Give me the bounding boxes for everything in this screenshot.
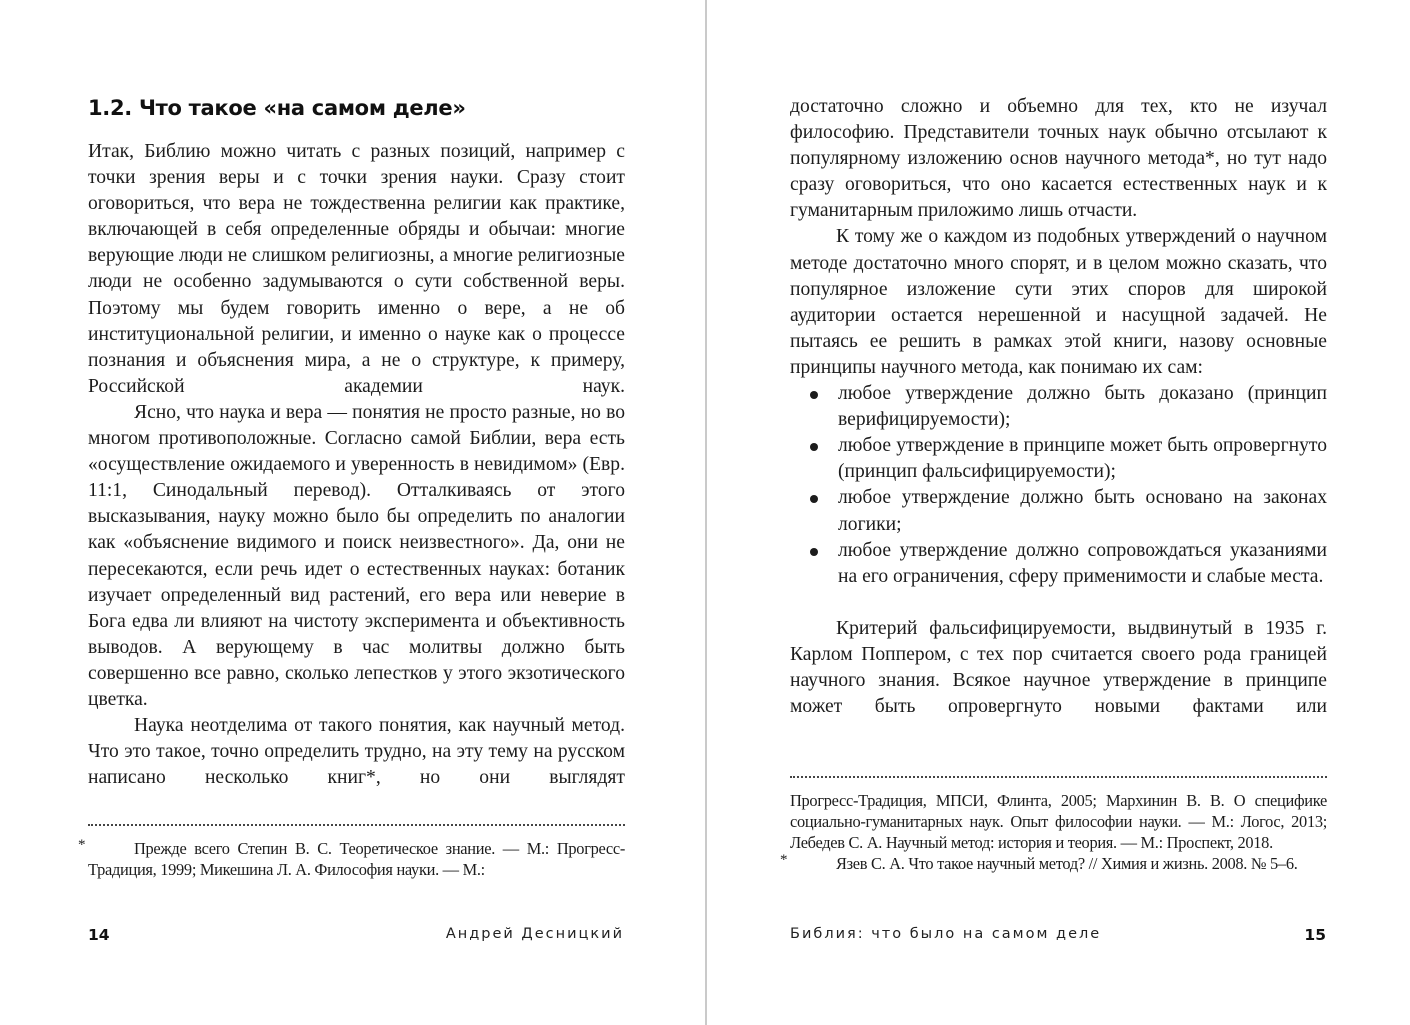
footnote-separator xyxy=(88,824,625,826)
left-body-text xyxy=(88,139,625,791)
left-footnotes xyxy=(78,837,625,880)
page-number: 15 xyxy=(1304,926,1326,944)
right-footnotes xyxy=(780,790,1327,874)
running-head-author: Андрей Десницкий xyxy=(445,926,624,942)
footnote-separator xyxy=(790,776,1327,778)
bullet-icon xyxy=(810,495,818,503)
paragraph: Итак, Библию можно читать с разных позиций, например с точки зрения веры и с точки зрения науки. Сразу стоит оговориться, что вера не тождественна религии как практике, включающей в себя определенные обряды и обычаи: многие верующие люди не слишком религиозны, а многие религиозные люди не особенно задумываются о сути собственной веры. Поэтому мы будем говорить именно о вере, а не об институциональной религии, и именно о науке как о процессе познания и объяснения мира, а не о структуре, к примеру, Российской академии наук. xyxy=(88,141,625,397)
list-item-text: любое утверждение должно сопровождаться указаниями на его ограничения, сферу применимости и слабые места. xyxy=(838,539,1327,587)
section-heading: 1.2. Что такое «на самом деле» xyxy=(88,96,466,120)
book-gutter xyxy=(705,0,707,1025)
list-item xyxy=(790,433,1327,485)
footnote-mark: * xyxy=(780,852,788,868)
paragraph: Критерий фальсифицируемости, выдвинутый в 1935 г. Карлом Поппером, с тех пор считается своего рода границей научного знания. Всякое научное утверждение в принципе может быть опровергнуто новыми фактами или xyxy=(790,617,1327,718)
list-item xyxy=(790,485,1327,537)
list-item-text: любое утверждение должно быть доказано (принцип верифицируемости); xyxy=(838,383,1327,431)
footnote-continuation: Прогресс-Традиция, МПСИ, Флинта, 2005; Мархинин В. В. О специфике социально-гуманитарных наук. Опыт философии науки. — М.: Логос, 2013; Лебедев С. А. Научный метод: история и теория. — М.: Проспект, 2018. xyxy=(790,791,1327,852)
paragraph: достаточно сложно и объемно для тех, кто не изучал философию. Представители точных наук обычно отсылают к популярному изложению основ научного метода*, но тут надо сразу оговориться, что оно касается естественных наук и к гуманитарным приложимо лишь отчасти. xyxy=(790,96,1327,222)
footnote-text: Язев С. А. Что такое научный метод? // Химия и жизнь. 2008. № 5–6. xyxy=(836,854,1298,873)
list-item xyxy=(790,381,1327,433)
footnote-text: Прежде всего Степин В. С. Теоретическое знание. — М.: Прогресс-Традиция, 1999; Микешина Л. А. Философия науки. — М.: xyxy=(88,839,625,879)
list-item-text: любое утверждение должно быть основано на законах логики; xyxy=(838,487,1327,535)
bullet-icon xyxy=(810,391,818,399)
paragraph: Ясно, что наука и вера — понятия не просто разные, но во многом противоположные. Согласно самой Библии, вера есть «осуществление ожидаемого и уверенность в невидимом» (Евр. 11:1, Синодальный перевод). Отталкиваясь от этого высказывания, науку можно было бы определить по аналогии как «объяснение видимого и поиск неизвестного». Да, они не пересекаются, если речь идет о естественных науках: ботаник изучает определенный вид растений, его вера или неверие в Бога едва ли влияют на чистоту эксперимента и объективность выводов. А верующему в час молитвы должно быть совершенно все равно, сколько лепестков у этого экзотического цветка. xyxy=(88,401,625,710)
right-page xyxy=(708,0,1410,1025)
page-number: 14 xyxy=(88,926,110,944)
list-item xyxy=(790,538,1327,590)
footnote-mark: * xyxy=(78,837,86,853)
blank-line xyxy=(790,590,1327,616)
footnote xyxy=(780,852,1327,874)
list-item-text: любое утверждение в принципе может быть опровергнуто (принцип фальсифицируемости); xyxy=(838,435,1327,483)
bullet-icon xyxy=(810,548,818,556)
right-body-text xyxy=(790,94,1327,720)
paragraph: К тому же о каждом из подобных утверждений о научном методе достаточно много спорят, и в целом можно сказать, что популярное изложение сути этих споров для широкой аудитории остается нерешенной и насущной задачей. Не пытаясь ее решить в рамках этой книги, назову основные принципы научного метода, как понимаю их сам: xyxy=(790,226,1327,378)
paragraph: Наука неотделима от такого понятия, как научный метод. Что это такое, точно определить трудно, на эту тему на русском написано несколько книг*, но они выглядят xyxy=(88,715,625,789)
bullet-icon xyxy=(810,443,818,451)
footnote xyxy=(78,837,625,880)
running-head-title: Библия: что было на самом деле xyxy=(790,926,1102,942)
principles-list xyxy=(790,381,1327,590)
